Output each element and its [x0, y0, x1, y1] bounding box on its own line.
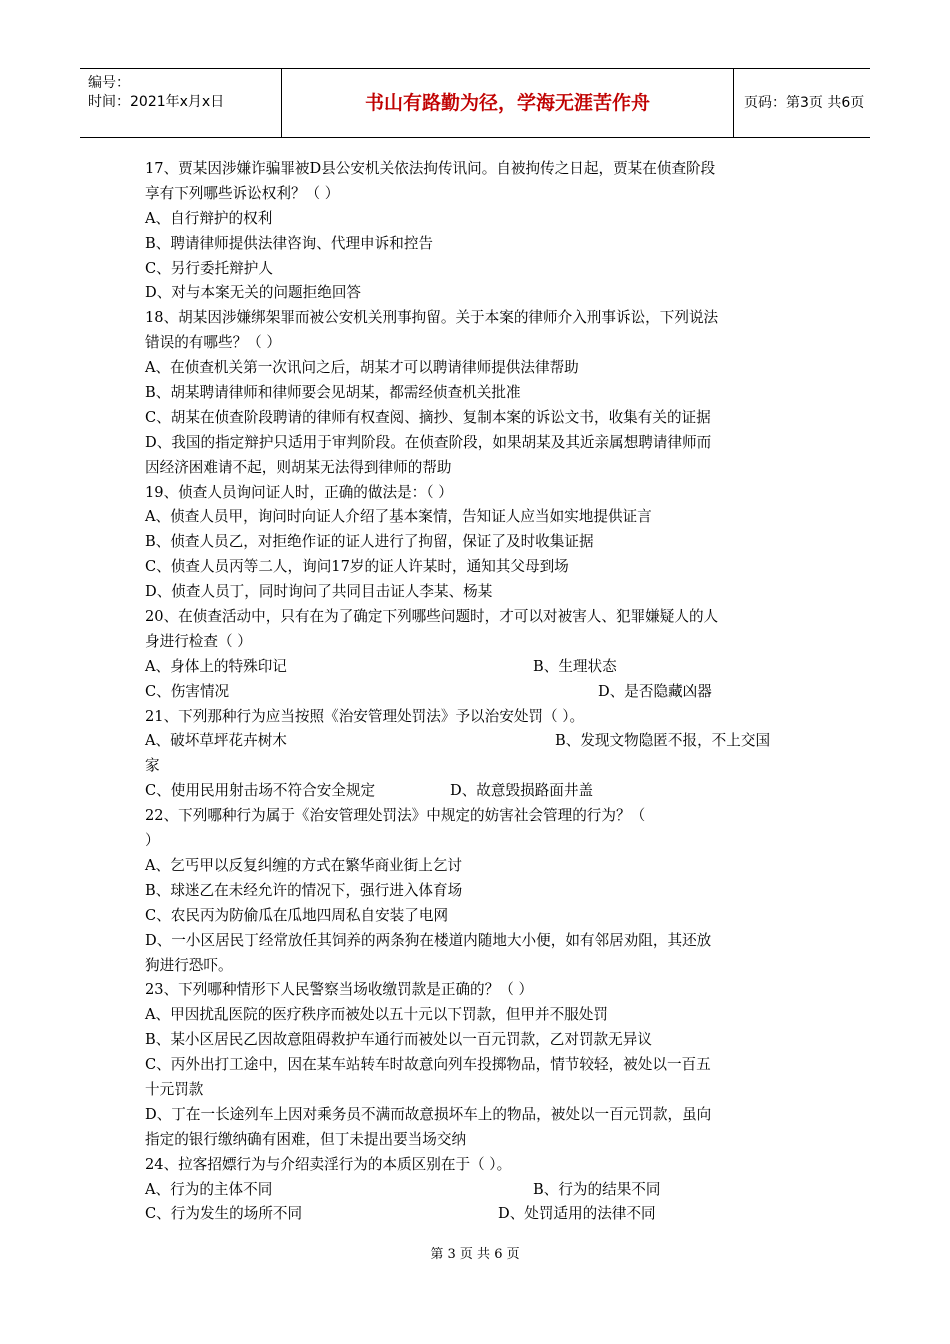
text-line: 十元罚款: [145, 1080, 204, 1098]
option-left: A、行为的主体不同: [145, 1180, 273, 1198]
option-right: B、生理状态: [533, 657, 617, 675]
text-line: 17、贾某因涉嫌诈骗罪被D县公安机关依法拘传讯问。自被拘传之日起，贾某在侦查阶段: [145, 160, 716, 177]
option-right: D、处罚适用的法律不同: [498, 1205, 656, 1223]
text-line: B、某小区居民乙因故意阻碍救护车通行而被处以一百元罚款，乙对罚款无异议: [145, 1031, 652, 1049]
text-line: C、胡某在侦查阶段聘请的律师有权查阅、摘抄、复制本案的诉讼文书，收集有关的证据: [145, 408, 711, 426]
option-right: D、故意毁损路面井盖: [450, 782, 594, 800]
text-line: D、对与本案无关的问题拒绝回答: [145, 284, 362, 302]
header-page-number: 页码：第3页 共6页: [744, 95, 865, 111]
text-line: 错误的有哪些？（ ）: [145, 334, 281, 352]
text-line: C、丙外出打工途中，因在某车站转车时故意向列车投掷物品，情节较轻，被处以一百五: [145, 1056, 711, 1074]
option-right: B、发现文物隐匿不报，不上交国: [555, 732, 771, 750]
text-line: B、球迷乙在未经允许的情况下，强行进入体育场: [145, 881, 463, 899]
option-left: C、行为发生的场所不同: [145, 1205, 303, 1223]
option-row: [145, 680, 810, 705]
text-line: 享有下列哪些诉讼权利？（ ）: [145, 184, 340, 202]
document-date: 时间：2021年x月x日: [88, 94, 225, 110]
text-line: 21、下列那种行为应当按照《治安管理处罚法》予以治安处罚（ ）。: [145, 707, 585, 725]
option-row: [145, 779, 810, 804]
text-line: 18、胡某因涉嫌绑架罪而被公安机关刑事拘留。关于本案的律师介入刑事诉讼，下列说法: [145, 309, 719, 327]
text-line: D、我国的指定辩护只适用于审判阶段。在侦查阶段，如果胡某及其近亲属想聘请律师而: [145, 433, 712, 451]
text-line: C、另行委托辩护人: [145, 259, 273, 277]
text-line: C、侦查人员丙等二人，询问17岁的证人许某时，通知其父母到场: [145, 558, 569, 576]
header-meta: [80, 69, 282, 137]
text-line: D、一小区居民丁经常放任其饲养的两条狗在楼道内随地大小便，如有邻居劝阻，其还放: [145, 931, 712, 949]
option-left: A、破坏草坪花卉树木: [145, 732, 287, 750]
text-line: 指定的银行缴纳确有困难，但丁未提出要当场交纳: [145, 1130, 467, 1148]
page-header: [80, 68, 870, 138]
text-line: 身进行检查（ ）: [145, 632, 252, 650]
option-right: D、是否隐藏凶器: [598, 682, 712, 700]
text-line: C、农民丙为防偷瓜在瓜地四周私自安装了电网: [145, 906, 449, 924]
document-number: 编号：: [88, 75, 130, 91]
option-left: A、身体上的特殊印记: [145, 657, 287, 675]
text-line: 23、下列哪种情形下人民警察当场收缴罚款是正确的？（ ）: [145, 981, 534, 999]
text-line: B、侦查人员乙，对拒绝作证的证人进行了拘留，保证了及时收集证据: [145, 533, 594, 551]
text-line: 22、下列哪种行为属于《治安管理处罚法》中规定的妨害社会管理的行为？（: [145, 807, 646, 825]
text-line: B、聘请律师提供法律咨询、代理申诉和控告: [145, 234, 434, 252]
option-row: [145, 1202, 810, 1227]
option-row: [145, 655, 810, 680]
option-left: C、伤害情况: [145, 682, 230, 700]
page-footer: 第 3 页 共 6 页: [430, 1247, 520, 1262]
text-line: B、胡某聘请律师和律师要会见胡某，都需经侦查机关批准: [145, 384, 521, 402]
text-line: 19、侦查人员询问证人时，正确的做法是：（ ）: [145, 483, 453, 501]
option-row: [145, 1178, 810, 1203]
text-line: ）: [145, 832, 160, 850]
header-motto: 书山有路勤为径，学海无涯苦作舟: [282, 69, 734, 137]
option-right: B、行为的结果不同: [533, 1180, 661, 1198]
text-line: 因经济困难请不起，则胡某无法得到律师的帮助: [145, 458, 452, 476]
text-line: 24、拉客招嫖行为与介绍卖淫行为的本质区别在于（ ）。: [145, 1155, 512, 1173]
text-line: 狗进行恐吓。: [145, 956, 233, 974]
text-line: D、侦查人员丁，同时询问了共同目击证人李某、杨某: [145, 583, 493, 601]
option-row: [145, 729, 810, 754]
text-line: A、自行辩护的权利: [145, 209, 273, 227]
text-line: D、丁在一长途列车上因对乘务员不满而故意损坏车上的物品，被处以一百元罚款，虽向: [145, 1105, 712, 1123]
question-list: [145, 157, 810, 1227]
text-line: A、在侦查机关第一次讯问之后，胡某才可以聘请律师提供法律帮助: [145, 359, 579, 377]
option-left: C、使用民用射击场不符合安全规定: [145, 782, 376, 800]
text-line: A、乞丐甲以反复纠缠的方式在繁华商业街上乞讨: [145, 856, 463, 874]
text-line: A、侦查人员甲，询问时向证人介绍了基本案情，告知证人应当如实地提供证言: [145, 508, 652, 526]
text-line: 20、在侦查活动中，只有在为了确定下列哪些问题时，才可以对被害人、犯罪嫌疑人的人: [145, 608, 719, 626]
text-line: A、甲因扰乱医院的医疗秩序而被处以五十元以下罚款，但甲并不服处罚: [145, 1006, 608, 1024]
text-line: 家: [145, 757, 160, 775]
